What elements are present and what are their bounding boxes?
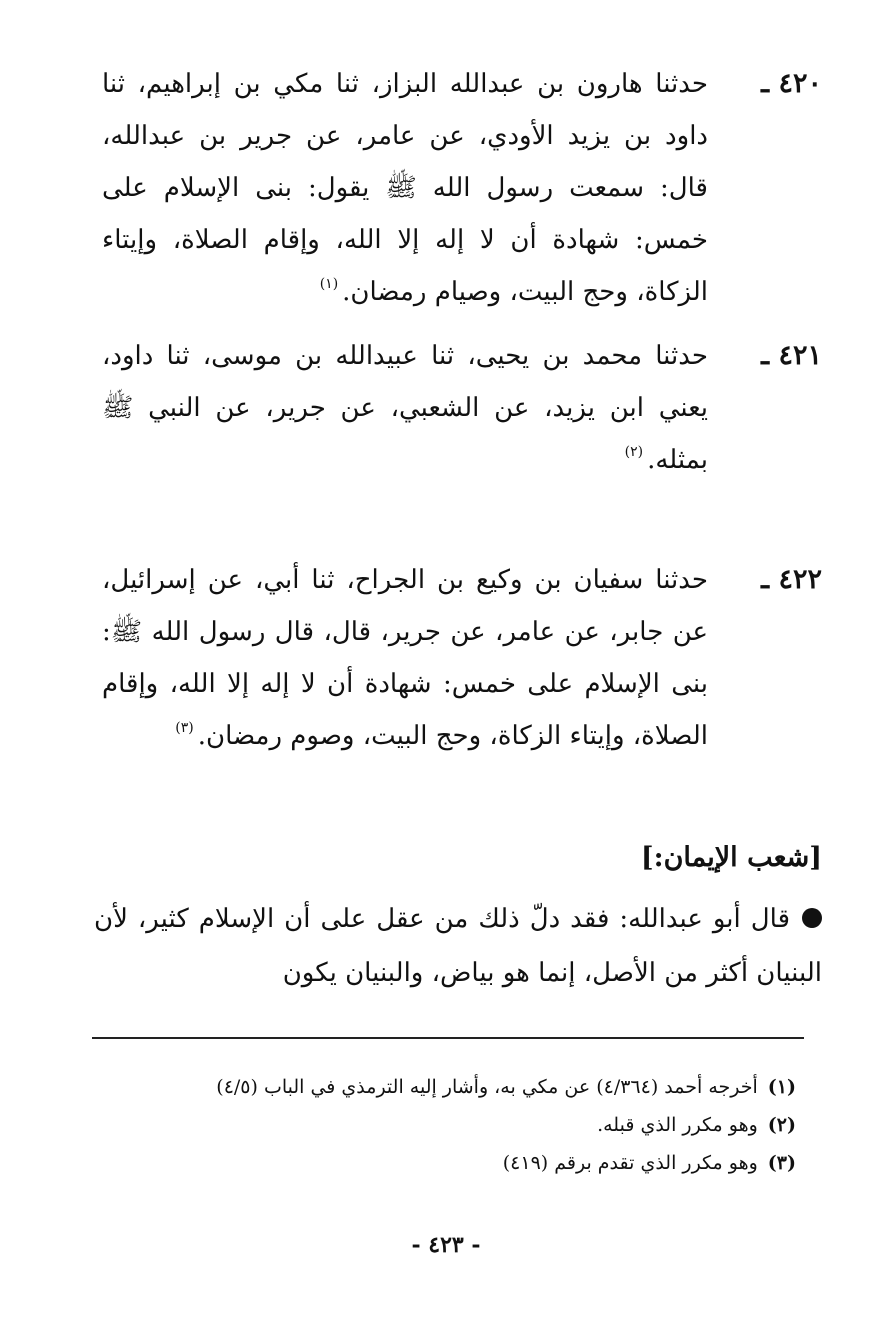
footnotes — [96, 1068, 796, 1182]
paragraph-text: فقد دلّ ذلك من عقل على أن الإسلام كثير، لأن البنيان أكثر من الأصل، إنما هو بياض، والبنيان يكون — [94, 904, 822, 988]
footnote-3 — [96, 1144, 796, 1182]
footnote-1 — [96, 1068, 796, 1106]
hadith-text — [102, 554, 708, 766]
footnote-number: (٣) — [767, 1152, 796, 1174]
hadith-420 — [102, 58, 822, 322]
hadith-body: حدثنا سفيان بن وكيع بن الجراح، ثنا أبي، عن إسرائيل، عن جابر، عن عامر، عن جرير، قال، قال رسول الله ﷺ: بنى الإسلام على خمس: شهادة أن لا إله إلا الله، وإقام الصلاة، وإيتاء الزكاة، وحج البيت، وصوم رمضان. — [102, 565, 708, 751]
hadith-422 — [102, 554, 822, 766]
bullet-icon — [802, 908, 822, 928]
footnote-divider — [92, 1037, 804, 1039]
page-number: - ٤٢٣ - — [411, 1232, 481, 1258]
footnote-text: أخرجه أحمد (٤/٣٦٤) عن مكي به، وأشار إليه الترمذي في الباب (٤/٥) — [216, 1076, 758, 1098]
hadith-text — [102, 330, 708, 490]
hadith-body: حدثنا محمد بن يحيى، ثنا عبيدالله بن موسى، ثنا داود، يعني ابن يزيد، عن الشعبي، عن جرير، عن النبي ﷺ بمثله. — [102, 341, 708, 475]
hadith-number: ٤٢١ ـ — [761, 340, 822, 371]
section-heading: [شعب الإيمان:] — [640, 842, 822, 873]
hadith-number: ٤٢٠ ـ — [761, 68, 822, 99]
hadith-body: حدثنا هارون بن عبدالله البزاز، ثنا مكي بن إبراهيم، ثنا داود بن يزيد الأودي، عن عامر، عن جرير بن عبدالله، قال: سمعت رسول الله ﷺ يقول: بنى الإسلام على خمس: شهادة أن لا إله إلا الله، وإقام الصلاة، وإيتاء الزكاة، وحج البيت، وصيام رمضان. — [102, 69, 708, 307]
footnote-2 — [96, 1106, 796, 1144]
hadith-number: ٤٢٢ ـ — [761, 564, 822, 595]
footnote-reference: (٢) — [624, 444, 644, 460]
footnote-number: (٢) — [767, 1114, 796, 1136]
footnote-text: وهو مكرر الذي قبله. — [597, 1114, 758, 1136]
commentary-paragraph — [94, 892, 822, 1000]
footnote-number: (١) — [767, 1076, 796, 1098]
footnote-reference: (١) — [319, 276, 339, 292]
speaker-label: قال أبو عبدالله: — [619, 904, 791, 934]
footnote-text: وهو مكرر الذي تقدم برقم (٤١٩) — [502, 1152, 758, 1174]
hadith-421 — [102, 330, 822, 490]
footnote-reference: (٣) — [175, 720, 194, 736]
hadith-text — [102, 58, 708, 322]
